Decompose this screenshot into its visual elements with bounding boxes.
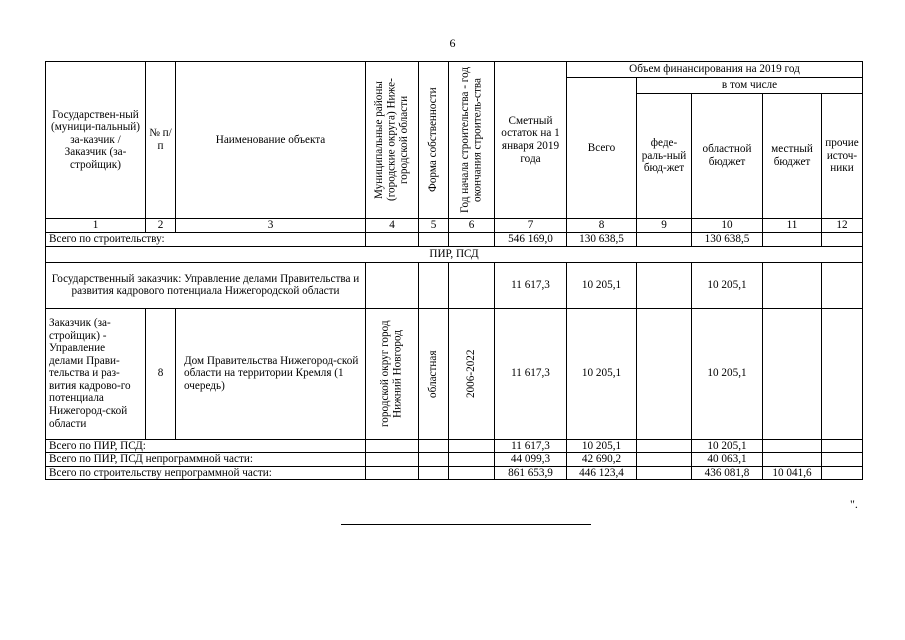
table-row bbox=[46, 466, 863, 480]
object-number: 8 bbox=[146, 308, 176, 439]
cell-value: 546 169,0 bbox=[495, 233, 567, 247]
col-number: 12 bbox=[822, 219, 863, 233]
col-number: 6 bbox=[449, 219, 495, 233]
column-numbers-row bbox=[46, 219, 863, 233]
cell-value: 130 638,5 bbox=[567, 233, 637, 247]
object-name: Дом Правительства Нижегород-ской области на территории Кремля (1 очередь) bbox=[176, 308, 366, 439]
col-number: 11 bbox=[763, 219, 822, 233]
header-object-name: Наименование объекта bbox=[176, 62, 366, 219]
row-label: Всего по ПИР, ПСД непрограммной части: bbox=[46, 453, 366, 467]
col-number: 4 bbox=[366, 219, 419, 233]
cell-value: 10 205,1 bbox=[692, 308, 763, 439]
col-number: 2 bbox=[146, 219, 176, 233]
object-years: 2006-2022 bbox=[449, 308, 495, 439]
header-other-sources: прочие источ-ники bbox=[822, 94, 863, 219]
table-row bbox=[46, 439, 863, 453]
cell-value: 10 205,1 bbox=[692, 262, 763, 308]
table-row bbox=[46, 453, 863, 467]
header-districts: Муниципальные районы (городские округа) Ниже-городской области bbox=[366, 62, 419, 219]
cell-value: 44 099,3 bbox=[495, 453, 567, 467]
col-number: 9 bbox=[637, 219, 692, 233]
table-row bbox=[46, 262, 863, 308]
header-customer: Государствен-ный (муници-пальный) за-казчик / Заказчик (за-стройщик) bbox=[46, 62, 146, 219]
header-including-group: в том числе bbox=[637, 78, 863, 94]
cell-value: 11 617,3 bbox=[495, 439, 567, 453]
cell-value: 10 205,1 bbox=[567, 308, 637, 439]
row-label: Всего по строительству: bbox=[46, 233, 366, 247]
header-regional-budget: областной бюджет bbox=[692, 94, 763, 219]
header-funding-group: Объем финансирования на 2019 год bbox=[567, 62, 863, 78]
col-number: 7 bbox=[495, 219, 567, 233]
header-number: № п/п bbox=[146, 62, 176, 219]
object-customer: Заказчик (за-стройщик) - Управление делами Прави-тельства и раз-вития кадрово-го потенциала Нижегород-ской области bbox=[46, 308, 146, 439]
gov-customer-label: Государственный заказчик: Управление делами Правительства и развития кадрового потенциала Нижегородской области bbox=[46, 262, 366, 308]
header-ownership: Форма собственности bbox=[419, 62, 449, 219]
header-federal-budget: феде-раль-ный бюд-жет bbox=[637, 94, 692, 219]
financing-table bbox=[45, 61, 863, 480]
table-row bbox=[46, 233, 863, 247]
cell-value: 436 081,8 bbox=[692, 466, 763, 480]
header-estimated-balance: Сметный остаток на 1 января 2019 года bbox=[495, 62, 567, 219]
table-row bbox=[46, 308, 863, 439]
col-number: 8 bbox=[567, 219, 637, 233]
col-number: 1 bbox=[46, 219, 146, 233]
page-number: 6 bbox=[449, 36, 456, 50]
cell-value: 130 638,5 bbox=[692, 233, 763, 247]
cell-value: 42 690,2 bbox=[567, 453, 637, 467]
cell-value: 446 123,4 bbox=[567, 466, 637, 480]
row-label: Всего по строительству непрограммной части: bbox=[46, 466, 366, 480]
closing-quote: ". bbox=[850, 497, 858, 511]
header-total: Всего bbox=[567, 78, 637, 219]
header-local-budget: местный бюджет bbox=[763, 94, 822, 219]
section-title: ПИР, ПСД bbox=[46, 246, 863, 262]
cell-value: 10 205,1 bbox=[692, 439, 763, 453]
col-number: 5 bbox=[419, 219, 449, 233]
col-number: 10 bbox=[692, 219, 763, 233]
row-label: Всего по ПИР, ПСД: bbox=[46, 439, 366, 453]
cell-value: 10 041,6 bbox=[763, 466, 822, 480]
cell-value: 11 617,3 bbox=[495, 308, 567, 439]
cell-value: 11 617,3 bbox=[495, 262, 567, 308]
object-ownership: областная bbox=[419, 308, 449, 439]
cell-value: 40 063,1 bbox=[692, 453, 763, 467]
header-years: Год начала строительства - год окончания строитель-ства bbox=[449, 62, 495, 219]
cell-value: 10 205,1 bbox=[567, 439, 637, 453]
cell-value: 10 205,1 bbox=[567, 262, 637, 308]
col-number: 3 bbox=[176, 219, 366, 233]
end-divider-line bbox=[341, 524, 591, 525]
cell-value: 861 653,9 bbox=[495, 466, 567, 480]
object-district: городской округ город Нижний Новгород bbox=[366, 308, 419, 439]
